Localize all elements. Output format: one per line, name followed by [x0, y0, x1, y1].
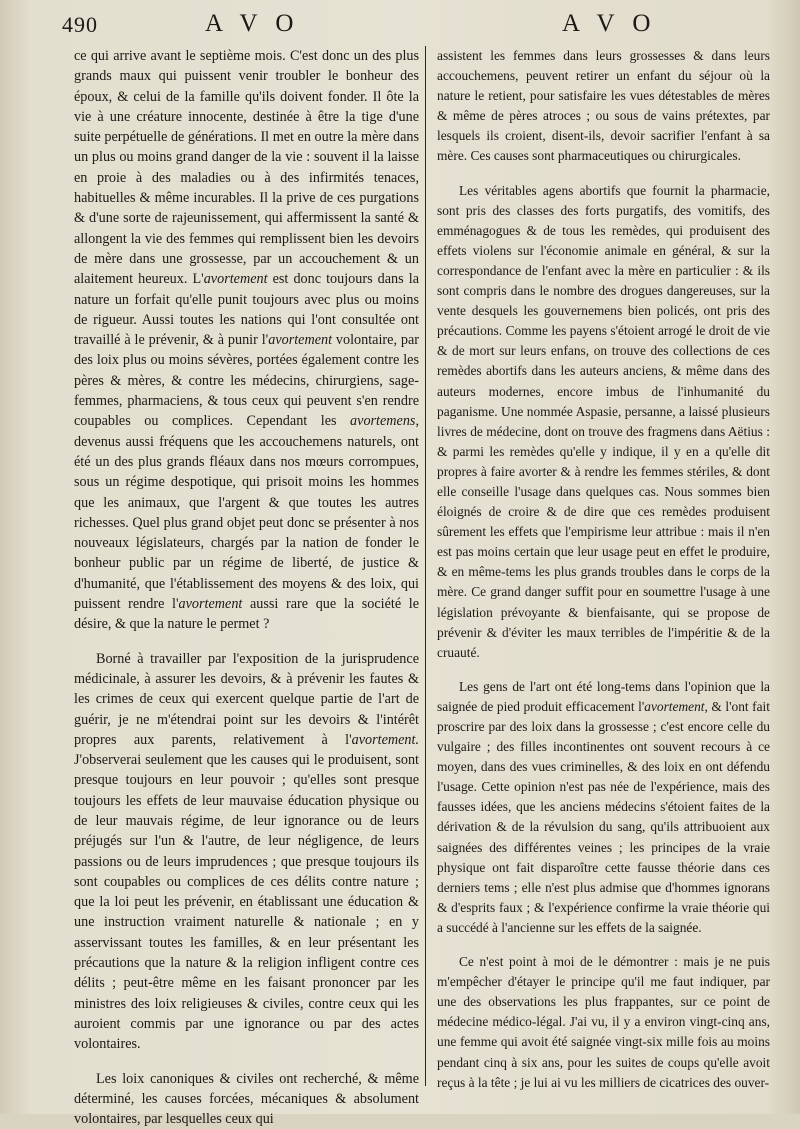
left-paragraph-3: Les loix canoniques & civiles ont recherché, & même déterminé, les causes forcées, mécaniques & absolument volontaires, par lesquelles ceux qui — [74, 1070, 419, 1128]
column-divider — [425, 46, 426, 1086]
page-header — [0, 8, 800, 42]
left-paragraph-1: ce qui arrive avant le septième mois. C'est donc un des plus grands maux qui puissent venir troubler le bonheur des époux, & celui de la famille qu'ils doivent fonder. Il ôte la vie à une créature innocente, destinée à être la tige d'une suite perpétuelle de générations. Il met en outre la mère dans un plus ou moins grand danger de la vie : souvent il la laisse en proie à des maladies ou à des infirmités tenaces, habituelles & même incurables. Il la prive de ces purgations & d'une sorte de rajeunissement, qui affermissent la santé & allongent la vie des femmes qui remplissent bien les devoirs de mère dans une grossesse, par un accouchement & un alaitement heureux. L'avortement est donc toujours dans la nature un forfait qu'elle punit toujours avec plus ou moins de rigueur. Aussi toutes les nations qui l'ont consultée ont travaillé à le prévenir, & à punir l'avortement volontaire, par des loix plus ou moins sévères, portées également contre les pères & mères, & contre les médecins, chirurgiens, sage-femmes, pharmaciens, & tous ceux qui peuvent s'en rendre coupables ou complices. Cependant les avortemens, devenus aussi fréquens que les accouchemens naturels, ont été un des plus grands fléaux dans nos mœurs corrompues, sous un régime despotique, qui prisoit moins les hommes que les animaux, que l'argent & que toutes les autres richesses. Quel plus grand objet peut donc se présenter à nos nouveaux législateurs, chargés par la nation de fonder le bonheur public par un régime de liberté, de justice & d'humanité, que l'établissement des moyens & des loix, qui puissent rendre l'avortement aussi rare que la société le désire, & que la nature le permet ? — [74, 48, 419, 633]
right-paragraph-3: Les gens de l'art ont été long-tems dans l'opinion que la saignée de pied produit efficacement l'avortement, & l'ont fait proscrire par des loix dans la grossesse ; c'est encore celle du vulgaire ; des filles incontinentes ont souvent recours à ce moyen, dans des vues criminelles, & des loix en ont défendu l'usage. Cette opinion n'est pas née de l'expérience, mais des fausses idées, que les anciens médecins s'étoient faites de la dérivation & de la révulsion du sang, qu'ils attribuoient aux saignées des différentes veines ; les principes de la vraie physique ont fait disparoître cette fausse théorie dans ces derniers tems ; elle n'est plus admise que d'hommes ignorans & d'esprits faux ; & l'expérience confirme la vraie théorie qui a succédé à l'ancienne sur les effets de la saignée. — [437, 678, 770, 935]
left-column — [74, 46, 419, 1129]
right-column — [437, 46, 770, 1093]
right-paragraph-1: assistent les femmes dans leurs grossesses & dans leurs accouchemens, peuvent retirer un enfant du séjour où la nature le retient, pour satisfaire les vues détestables de mères & même de pères atroces ; ou sous de vains prétextes, par lesquels ils croient, disent-ils, devoir sacrifier l'enfant à sa mère. Ces causes sont pharmaceutiques ou chirurgicales. — [437, 48, 770, 164]
right-paragraph-2: Les véritables agens abortifs que fournit la pharmacie, sont pris des classes des forts purgatifs, des vomitifs, des emménagogues & de tous les remèdes, qui produisent des effets violens sur l'économie animale en général, & sur la correspondance de l'enfant avec la mère en particulier : & ils sont compris dans le nombre des drogues dangereuses, sur la vente desquels les gouvernemens bien policés, ont pris des précautions. Comme les payens s'étoient arrogé le droit de vie & de mort sur leurs enfans, on trouve des collections de ces remèdes abortifs dans les auteurs anciens, & même dans des auteurs modernes, encore imbus de l'inhumanité du paganisme. Une nommée Aspasie, persanne, a laissé plusieurs livres de médecine, dont on trouve des fragmens dans Aëtius : & parmi les remèdes qu'elle y indique, il y en a qu'elle dit propres à faire avorter & à rendre les femmes stériles, & dont elle conseille l'usage dans quelques cas. Nous sommes bien éloignés de croire & de dire que ces remèdes produisent sûrement les effets que l'empirisme leur attribue : mais il n'en est pas moins certain que leur usage peut en effet le produire, & en même-tems les plus grands troubles dans le corps de la mère. Ce grand danger suffit pour en soumettre l'usage à une législation prévoyante & bienfaisante, qui se propose de prévenir & d'éviter les maux terribles de l'impéritie & de la cruauté. — [437, 182, 770, 660]
page-number: 490 — [62, 12, 98, 37]
left-paragraph-2: Borné à travailler par l'exposition de la jurisprudence médicinale, à assurer les devoirs, & à prévenir les fautes & les crimes de ceux qui exercent quelque partie de l'art de guérir, je ne m'étendrai point sur les devoirs & l'intérêt propres aux parents, relativement à l'avortement. J'observerai seulement que les causes qui le produisent, sont presque toujours en leur pouvoir ; qu'elles sont presque toujours les effets de leur mauvaise éducation physique ou de leur mauvais régime, de leur ignorance ou de leurs préjugés sur l'un & l'autre, de leur négligence, de leurs passions ou de leurs imprudences ; que presque toujours ils sont coupables ou complices de ces délits contre nature ; que la loi peut les prévenir, en établissant une éducation & une instruction vraiment naturelle & nationale ; en y asservissant toutes les familles, & en leur présentant les précautions que la nature & la religion infligent contre ces délits ; peut-être même en les faisant prononcer par les ministres des loix religieuses & civiles, contre ceux qui les auroient commis par une ignorance ou par des actes volontaires. — [74, 650, 419, 1053]
running-head-right: A V O — [562, 10, 657, 37]
right-paragraph-4: Ce n'est point à moi de le démontrer : mais je ne puis m'empêcher d'étayer le principe qu'il me faut indiquer, par une des observations les plus frappantes, sur ce point de médecine médico-légal. J'ai vu, il y a environ vingt-cinq ans, une femme qui avoit été saignée vingt-six mille fois au moins pendant cinq à six ans, pour les suites de coups qu'elle avoit reçus à la tête ; je lui ai vu les milliers de cicatrices des ouver- — [437, 954, 770, 1090]
running-head-left: A V O — [205, 10, 300, 37]
